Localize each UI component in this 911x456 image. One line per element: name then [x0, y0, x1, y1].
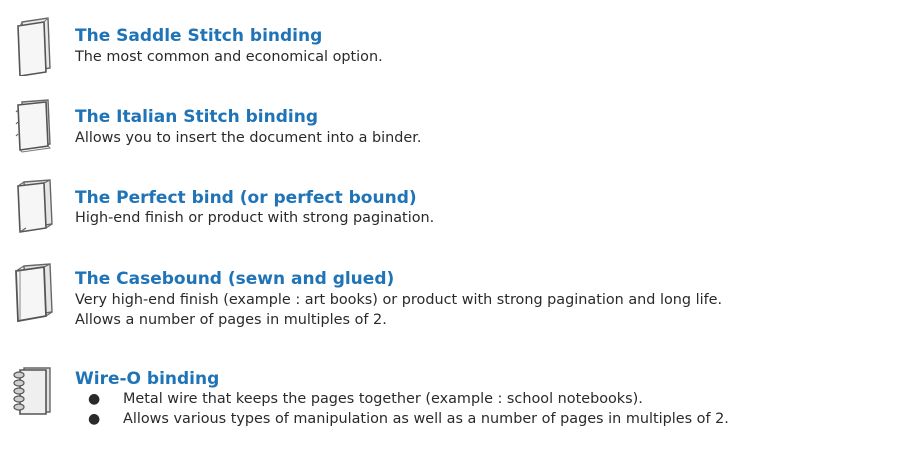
- list-item: [75, 389, 729, 409]
- binding-bullet-list: [75, 389, 729, 429]
- binding-description: High-end finish or product with strong pagination.: [75, 210, 435, 226]
- wire-o-notebook-icon: [10, 364, 56, 426]
- bullet-icon: ●: [88, 411, 101, 427]
- binding-title: The Italian Stitch binding: [75, 107, 319, 127]
- casebound-book-icon: [10, 262, 56, 324]
- bullet-text: Metal wire that keeps the pages together (example : school notebooks).: [123, 391, 643, 407]
- binding-title: Wire-O binding: [75, 369, 220, 389]
- binding-description: The most common and economical option.: [75, 49, 383, 65]
- italian-stitch-booklet-icon: [10, 96, 56, 158]
- saddle-stitch-booklet-icon: [10, 14, 56, 76]
- bullet-icon: ●: [88, 391, 101, 407]
- list-item: [75, 409, 729, 429]
- binding-description: Allows a number of pages in multiples of 2.: [75, 312, 387, 328]
- binding-title: The Saddle Stitch binding: [75, 26, 323, 46]
- bullet-text: Allows various types of manipulation as well as a number of pages in multiples of 2.: [123, 411, 729, 427]
- binding-title: The Casebound (sewn and glued): [75, 269, 395, 289]
- binding-description: Allows you to insert the document into a binder.: [75, 130, 422, 146]
- binding-title: The Perfect bind (or perfect bound): [75, 188, 417, 208]
- perfect-bound-book-icon: [10, 178, 56, 240]
- binding-description: Very high-end finish (example : art books) or product with strong pagination and long life.: [75, 292, 723, 308]
